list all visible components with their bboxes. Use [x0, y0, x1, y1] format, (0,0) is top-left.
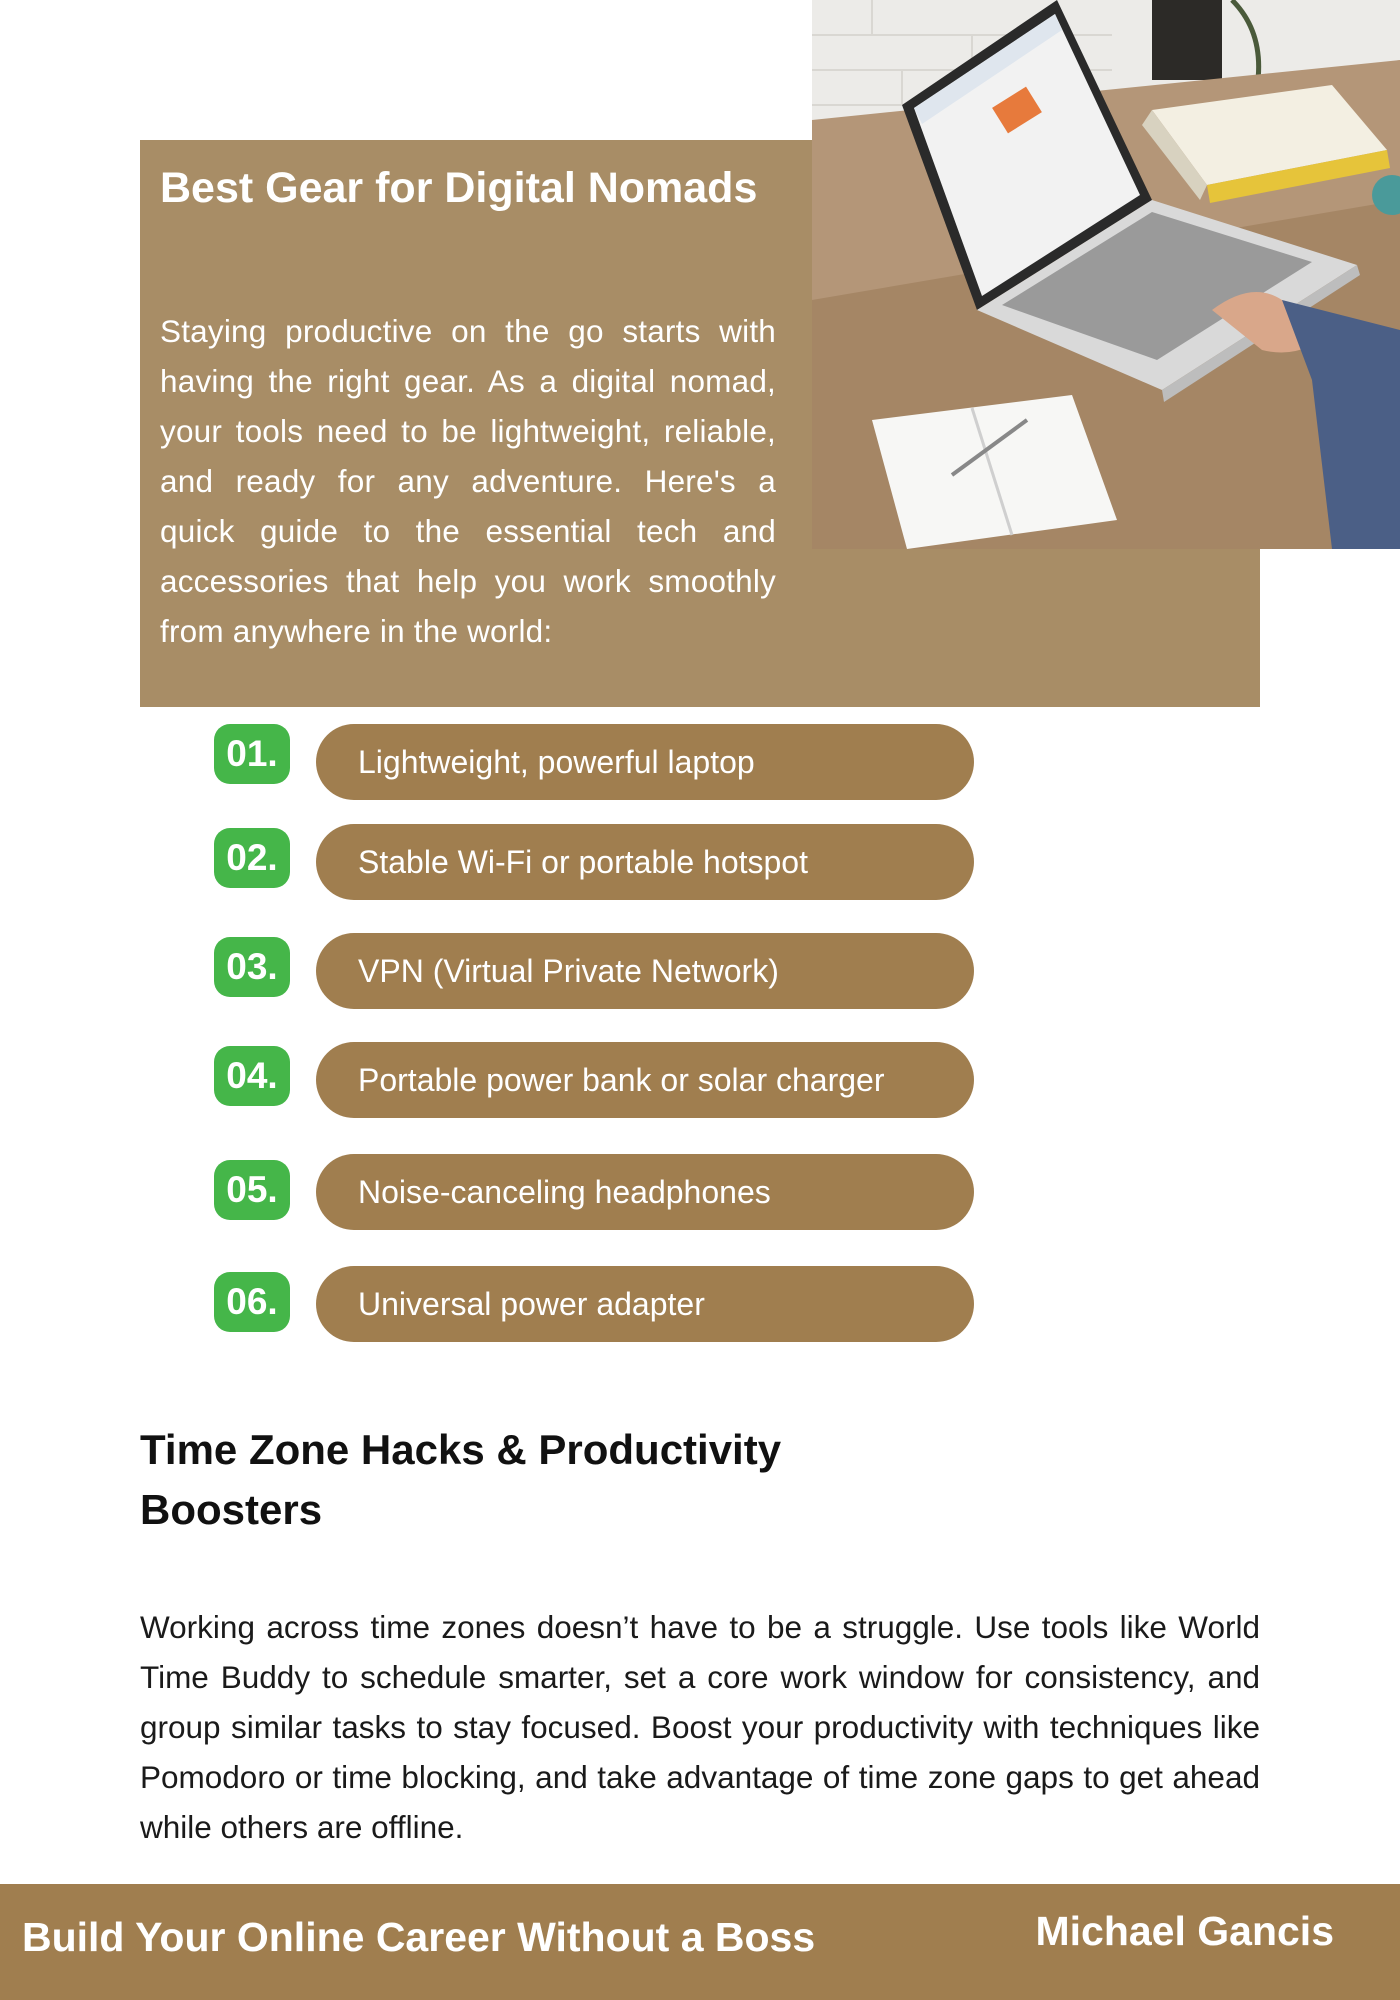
gear-item-number: 05.	[214, 1160, 290, 1220]
gear-list-item	[214, 933, 974, 1009]
gear-list-item	[214, 1266, 974, 1342]
footer-bar	[0, 1884, 1400, 2000]
gear-item-number: 04.	[214, 1046, 290, 1106]
gear-section-intro: Staying productive on the go starts with having the right gear. As a digital nomad, your tools need to be lightweight, reliable, and ready for any adventure. Here's a quick guide to the essential tech and accessories that help you work smoothly from anywhere in the world:	[160, 313, 776, 649]
gear-item-label: Universal power adapter	[316, 1266, 974, 1342]
gear-item-label: Lightweight, powerful laptop	[316, 724, 974, 800]
gear-item-number: 02.	[214, 828, 290, 888]
timezone-section-title: Time Zone Hacks & Productivity Boosters	[140, 1426, 782, 1533]
gear-section-title: Best Gear for Digital Nomads	[160, 164, 758, 212]
gear-item-number: 03.	[214, 937, 290, 997]
gear-item-label: Stable Wi-Fi or portable hotspot	[316, 824, 974, 900]
gear-list-item	[214, 1154, 974, 1230]
footer-tagline: Build Your Online Career Without a Boss	[22, 1914, 816, 1960]
gear-item-label: Noise-canceling headphones	[316, 1154, 974, 1230]
gear-item-number: 06.	[214, 1272, 290, 1332]
gear-item-label: Portable power bank or solar charger	[316, 1042, 974, 1118]
laptop-workspace-photo	[812, 0, 1400, 549]
gear-list-item	[214, 1042, 974, 1118]
footer-author: Michael Gancis	[1035, 1908, 1334, 1954]
timezone-section-body: Working across time zones doesn’t have to be a struggle. Use tools like World Time Buddy to schedule smarter, set a core work window for consistency, and group similar tasks to stay focused. Boost your productivity with techniques like Pomodoro or time blocking, and take advantage of time zone gaps to get ahead while others are offline.	[140, 1609, 1260, 1845]
gear-item-number: 01.	[214, 724, 290, 784]
gear-list-item	[214, 824, 974, 900]
gear-item-label: VPN (Virtual Private Network)	[316, 933, 974, 1009]
laptop-illustration	[812, 0, 1400, 549]
gear-list-item	[214, 724, 974, 800]
